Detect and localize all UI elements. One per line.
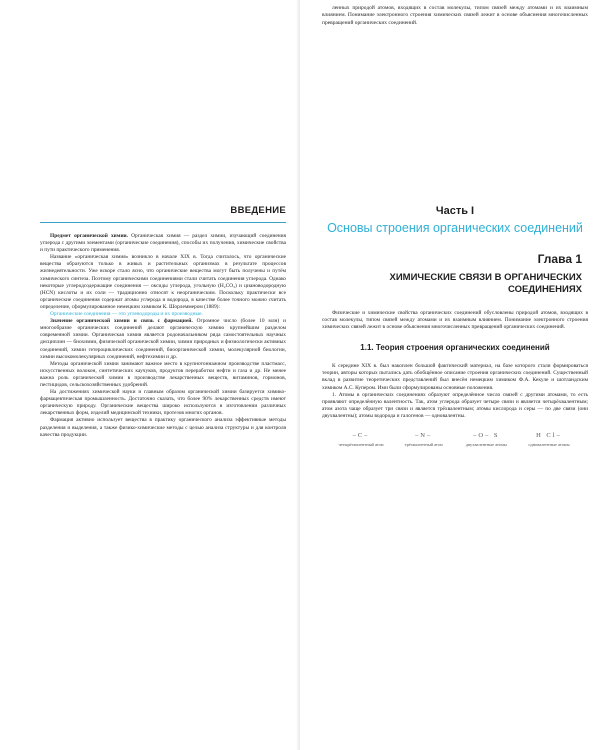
heading-rule bbox=[40, 222, 286, 223]
paragraph-text: Методы органической химии занимают важное место в крупнотоннажном производстве пластмасс, искусственных волокон, синтетических каучуков, продуктов переработки нефти и газа и др. Не менее важна роль органической химии в производстве лекарственных веществ, витаминов, гормонов, пестицидов, сельскохозяйственных удобрений. bbox=[40, 360, 286, 388]
section-title: 1.1. Теория строения органических соединений bbox=[360, 343, 550, 353]
valency-diagram bbox=[330, 432, 580, 447]
paragraph-pharma-industry bbox=[40, 389, 286, 417]
chapter-label: Глава 1 bbox=[537, 252, 582, 266]
atom-formula: –C– bbox=[352, 432, 370, 440]
atom-formula: –N– bbox=[415, 432, 433, 440]
paragraph-history bbox=[40, 254, 286, 311]
run-in-heading: Предмет органической химии. bbox=[50, 233, 129, 239]
valency-label: двухвалентные атомы bbox=[465, 442, 507, 448]
carryover-paragraph: ленных природой атомов, входящих в состав молекулы, типом связей между атомами и их взаимным влиянием. Понимание электронного строения химических связей лежит в основе объяснения многочисленных превращений органических соединений. bbox=[322, 5, 588, 26]
introduction-heading: ВВЕДЕНИЕ bbox=[230, 205, 286, 216]
atom-formula: H Cl– bbox=[536, 432, 562, 440]
paragraph-text: На достижениях химической науки и главным образом органической химии базируется химико-фармацевтическая промышленность. Достаточно сказать, что более 90% лекарственных средств имеют органическую природу. Органические вещества широко используются в изготовлении различных лекарственных форм, изделий медицинской техники, протезов многих органов. bbox=[40, 389, 286, 417]
paragraph-text: Органическая химия — раздел химии, изучающий соединения углерода с другими элементами (органические соединения), способы их получения, химические свойства и пути практического применения. bbox=[40, 233, 286, 254]
valency-cell-carbon bbox=[330, 432, 392, 447]
section-paragraph-history: К середине XIX в. был накоплен большой фактический материал, на базе которого стали формироваться теории, авторы которых пытались дать обобщённое описание строения органических соединений. Существенный вклад в развитие теоретических представлений был внесён немецким химиком Ф.А. Кекуле и шотландским химиком А.С. Купером. Ими были сформулированы основные положения. bbox=[322, 363, 588, 391]
valency-cell-nitrogen bbox=[393, 432, 455, 447]
run-in-heading: Значение органической химии и связь с фармацией. bbox=[50, 318, 193, 325]
paragraph-text: Фармация активно использует вещества в практику органического анализа эффективные методы разделения и выделения, а также физико-химические методы с целью анализа структуры и для контроля качества продукции. bbox=[40, 417, 286, 438]
valency-cell-hydrogen-halogen bbox=[518, 432, 580, 447]
atom-formula: –O– S bbox=[473, 432, 500, 440]
valency-label: одновалентные атомы bbox=[528, 442, 570, 448]
chapter-title: ХИМИЧЕСКИЕ СВЯЗИ В ОРГАНИЧЕСКИХ СОЕДИНЕНИЯХ bbox=[389, 272, 582, 295]
paragraph-significance bbox=[40, 318, 286, 361]
chapter-intro: Физические и химические свойства органических соединений обусловлены природой атомов, входящих в состав молекулы, типом связей между атомами и их взаимным влиянием. Понимание электронного строения химических связей лежит в основе объяснения многочисленных превращений органических соединений. bbox=[322, 310, 588, 331]
paragraph-text: Название «органическая химия» возникло в начале XIX в. Тогда считалось, что органические вещества образуются только в живых и растительных организмах в результате процессов жизнедеятельности. Уже вскоре стало ясно, что органические вещества могут быть получены и путём химического синтеза. Поэтому органическими соединениями стали считать соединения углерода. Однако некоторые углеродсодержащие соединения — оксиды углерода, угольную (H₂CO₃) и циановодородную (HCN) кислоты и их соли — традиционно относят к неорганическим. Поскольку практически все органические соединения содержат атомы углерода и водорода, в качестве более точного можно считать определение, сформулированное немецким химиком К. Шорлеммером (1889): bbox=[40, 254, 286, 310]
paragraph-text: Огромное число (более 10 млн) и многообразие органических соединений делают органическую химию крупнейшим разделом современной химии. Органическая химия является родоначальником ряда самостоятельных научных дисциплин — биохимии, физической органической химии, химии природных и физиологически активных соединений, химии гетероциклических соединений, биоорганической химии, молекулярной биологии, химии высокомолекулярных соединений, нефтехимии и др. bbox=[40, 318, 286, 360]
paragraph-methods bbox=[40, 361, 286, 389]
valency-label: четырёхвалентный атом bbox=[338, 442, 384, 448]
valency-label: трёхвалентный атом bbox=[404, 442, 443, 448]
valency-cell-oxygen-sulfur bbox=[455, 432, 517, 447]
paragraph-subject bbox=[40, 233, 286, 254]
part-label: Часть I bbox=[435, 205, 475, 217]
right-page bbox=[300, 0, 600, 750]
part-title: Основы строения органических соединений bbox=[327, 221, 583, 235]
definition-highlight: Органические соединения — это углеводороды и их производные. bbox=[50, 311, 203, 318]
section-paragraph-valency: 1. Атомы в органических соединениях образуют определённое число связей с другими атомами, то есть проявляют определённую валентность. Так, атом углерода образует четыре связи и является четырёхвалентным; атом азота чаще образует три связи и является трёхвалентным; атомы кислорода и серы — по две связи (они двухвалентны); атомы водорода и галогенов — одновалентны. bbox=[322, 391, 588, 419]
paragraph-pharmacy bbox=[40, 417, 286, 438]
